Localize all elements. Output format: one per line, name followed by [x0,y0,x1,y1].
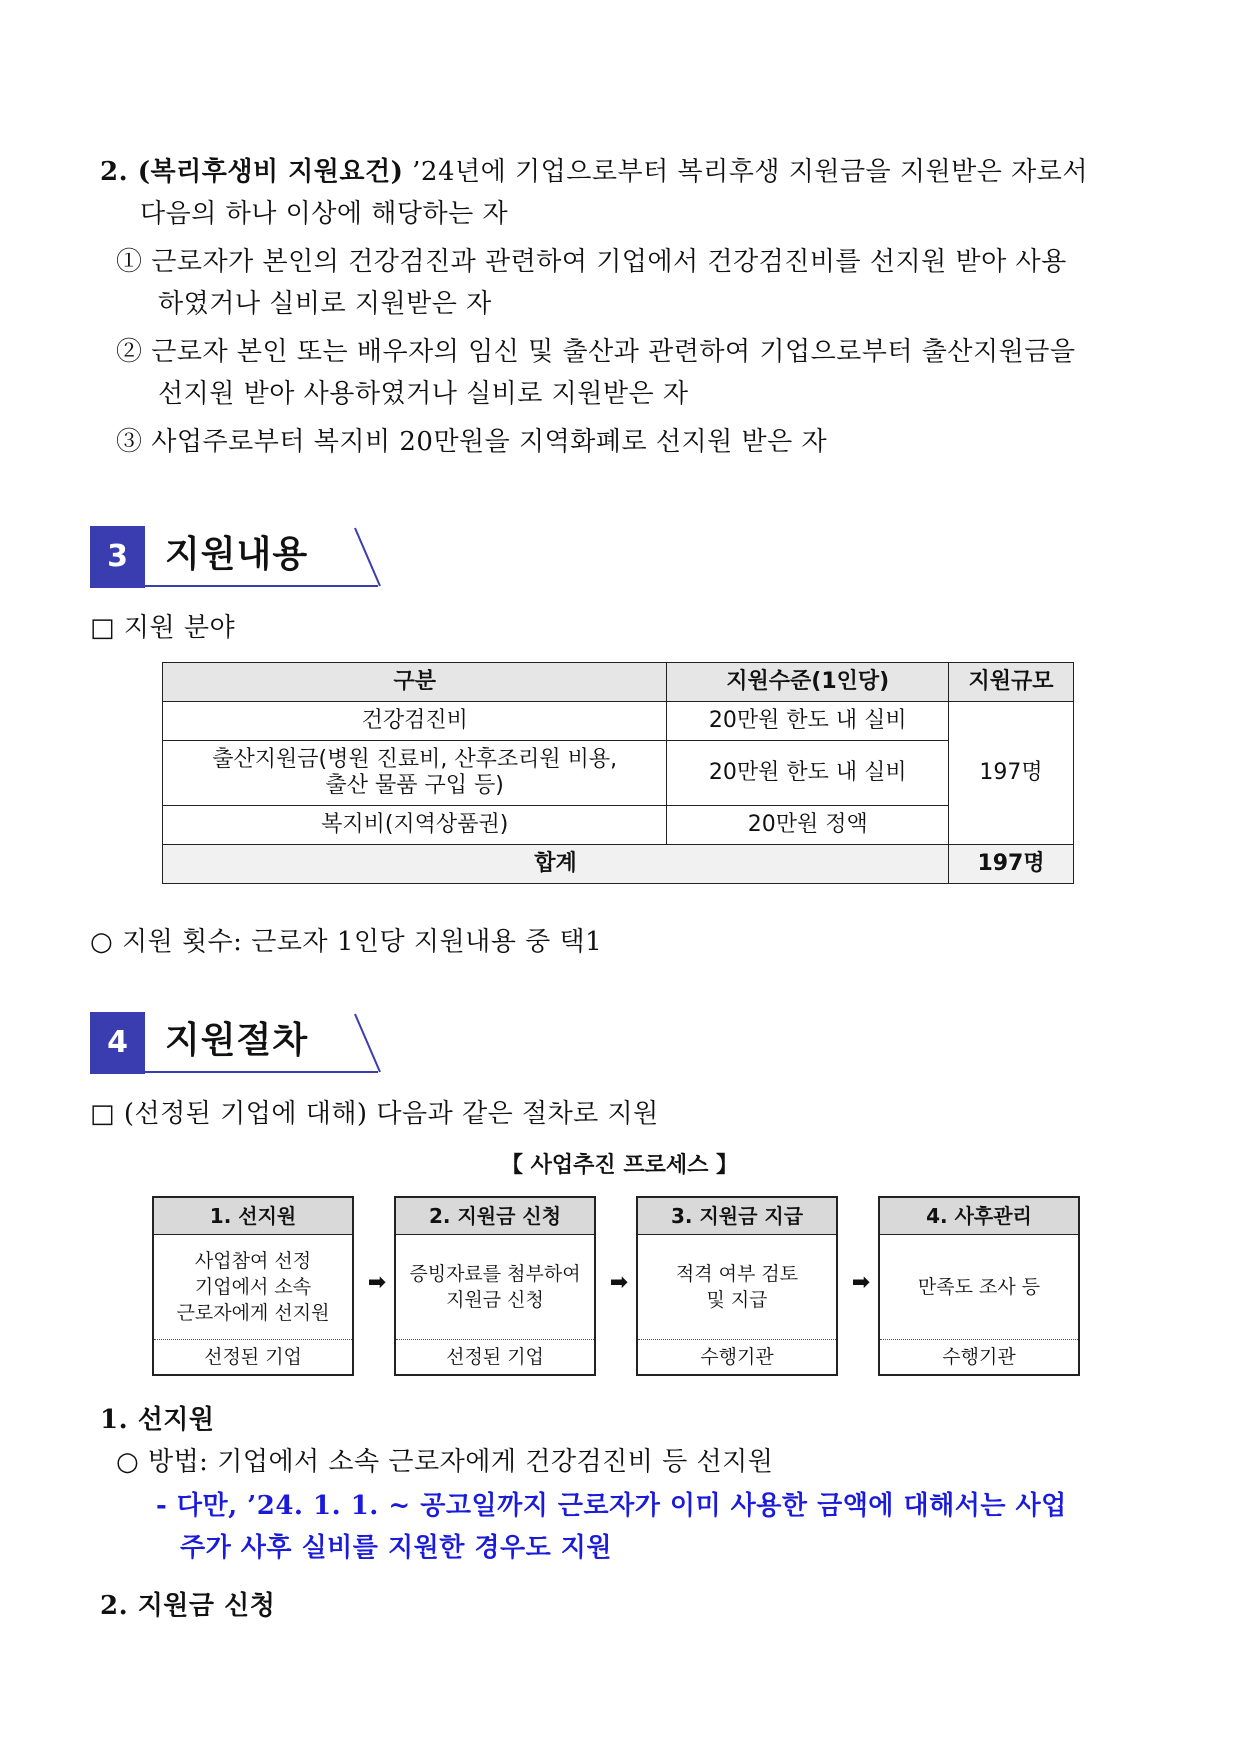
step-body: 만족도 조사 등 [880,1235,1078,1340]
section-number-badge: 3 [90,526,145,588]
table-header: 지원수준(1인당) [667,663,949,702]
procedure-intro: □ (선정된 기업에 대해) 다음과 같은 절차로 지원 [90,1099,659,1129]
requirements-label: 2. (복리후생비 지원요건) [100,157,404,187]
section-3-heading [90,526,390,588]
step-body: 증빙자료를 첨부하여 지원금 신청 [396,1235,594,1340]
requirement-item-2-cont: 선지원 받아 사용하였거나 실비로 지원받은 자 [158,379,689,409]
item-text: 근로자가 본인의 건강검진과 관련하여 기업에서 건강검진비를 선지원 받아 사용 [151,247,1067,277]
item-text: 근로자 본인 또는 배우자의 임신 및 출산과 관련하여 기업으로부터 출산지원금을 [151,337,1076,367]
section-title: 지원내용 [165,534,309,575]
support-field-label: □ 지원 분야 [90,613,236,643]
arrow-right-icon: ➡ [609,1270,629,1295]
step-actor: 수행기관 [942,1346,1016,1368]
step-actor: 수행기관 [700,1346,774,1368]
requirements-heading [100,152,1088,192]
table-cell-scale: 197명 [949,702,1074,845]
requirements-line2: 다음의 하나 이상에 해당하는 자 [140,199,509,229]
process-step-2 [394,1196,596,1376]
table-header: 구분 [163,663,667,702]
table-total-row [163,845,1074,884]
item-marker: ③ [116,427,143,457]
table-total-label: 합계 [163,845,949,884]
table-cell-level: 20만원 한도 내 실비 [667,741,949,806]
table-cell-level: 20만원 정액 [667,806,949,845]
process-step-3 [636,1196,838,1376]
table-cell-category: 복지비(지역상품권) [163,806,667,845]
section-number-badge: 4 [90,1012,145,1074]
process-step-1 [152,1196,354,1376]
requirement-item-3 [116,422,827,462]
step-title: 3. 지원금 지급 [638,1198,836,1235]
step-body: 사업참여 선정 기업에서 소속 근로자에게 선지원 [154,1235,352,1340]
process-title: 【 사업추진 프로세스 】 [501,1153,738,1178]
table-header-row [163,663,1074,702]
table-cell-level: 20만원 한도 내 실비 [667,702,949,741]
process-step-4 [878,1196,1080,1376]
subsection-1-title: 1. 선지원 [100,1405,215,1435]
section-title: 지원절차 [165,1020,309,1061]
step-body: 적격 여부 검토 및 지급 [638,1235,836,1340]
table-row [163,741,1074,806]
requirements-text: ’24년에 기업으로부터 복리후생 지원금을 지원받은 자로서 [403,157,1089,187]
support-count-note: ○ 지원 횟수: 근로자 1인당 지원내용 중 택1 [90,927,603,957]
category-line: 출산지원금(병원 진료비, 산후조리원 비용, [212,747,618,772]
step-title: 1. 선지원 [154,1198,352,1235]
step-title: 4. 사후관리 [880,1198,1078,1235]
subsection-1-note-cont: 주가 사후 실비를 지원한 경우도 지원 [180,1533,612,1563]
arrow-right-icon: ➡ [851,1270,871,1295]
arrow-right-icon: ➡ [367,1270,387,1295]
item-marker: ② [116,337,143,367]
support-table [162,662,1074,884]
table-cell-category [163,741,667,806]
table-header: 지원규모 [949,663,1074,702]
table-total-value: 197명 [949,845,1074,884]
category-line: 출산 물품 구입 등) [325,773,504,798]
requirement-item-1 [116,242,1067,282]
step-title: 2. 지원금 신청 [396,1198,594,1235]
item-text: 사업주로부터 복지비 20만원을 지역화폐로 선지원 받은 자 [151,427,828,457]
subsection-2-title: 2. 지원금 신청 [100,1591,276,1621]
requirement-item-1-cont: 하였거나 실비로 지원받은 자 [158,289,492,319]
section-4-heading [90,1012,390,1074]
item-marker: ① [116,247,143,277]
table-row [163,702,1074,741]
subsection-1-note: - 다만, ’24. 1. 1. ~ 공고일까지 근로자가 이미 사용한 금액에 대해서는 사업 [156,1491,1067,1521]
step-actor: 선정된 기업 [204,1346,302,1368]
subsection-1-method: ○ 방법: 기업에서 소속 근로자에게 건강검진비 등 선지원 [116,1447,774,1477]
step-actor: 선정된 기업 [446,1346,544,1368]
table-cell-category: 건강검진비 [163,702,667,741]
requirement-item-2 [116,332,1076,372]
table-row [163,806,1074,845]
